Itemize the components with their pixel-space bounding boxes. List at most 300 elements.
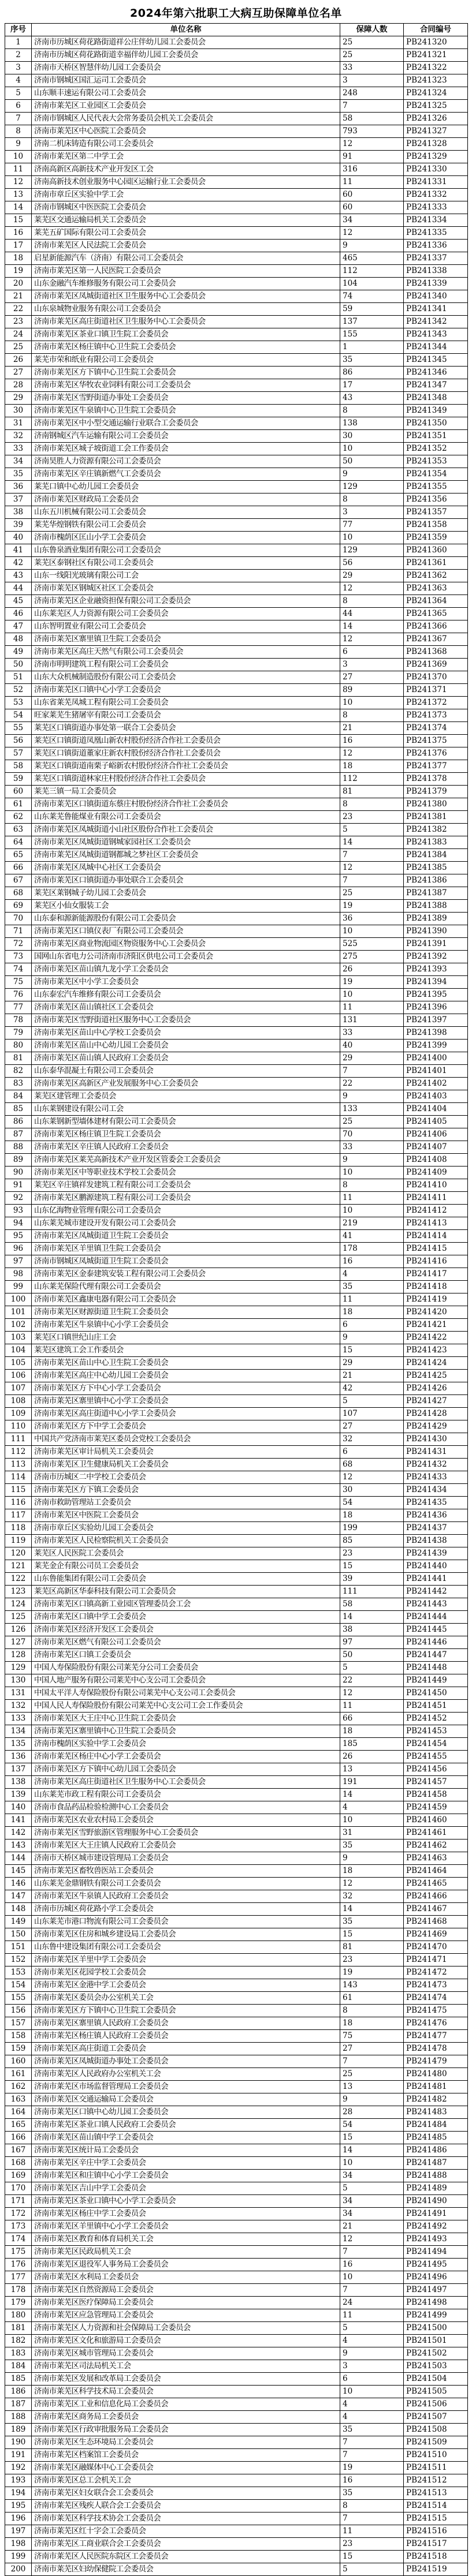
unit-name: 济南市莱芜区第一人民医院工会委员会 <box>32 265 340 278</box>
row-number: 158 <box>5 2030 32 2043</box>
row-number: 113 <box>5 1459 32 1471</box>
contract-number: PB241331 <box>404 176 468 189</box>
unit-name: 济南市莱芜区司法局机关工会 <box>32 2360 340 2373</box>
insured-count: 12 <box>340 747 404 760</box>
insured-count: 7 <box>340 874 404 887</box>
insured-count: 3 <box>340 2360 404 2373</box>
contract-number: PB241434 <box>404 1484 468 1497</box>
unit-name: 济南市莱芜区中等职业技术学校工会委员会 <box>32 1167 340 1179</box>
row-number: 153 <box>5 1966 32 1979</box>
row-number: 168 <box>5 2157 32 2170</box>
table-row <box>5 468 468 481</box>
unit-name: 济南市莱芜区雪野街道办事处工会委员会 <box>32 392 340 405</box>
contract-number: PB241454 <box>404 1738 468 1751</box>
insured-count: 34 <box>340 2208 404 2220</box>
contract-number: PB241491 <box>404 2208 468 2220</box>
insured-count: 199 <box>340 1522 404 1535</box>
row-number: 109 <box>5 1408 32 1420</box>
unit-name: 济南市莱芜区辛庄镇新燃气工会委员会 <box>32 468 340 481</box>
table-row <box>5 1992 468 2005</box>
table-row <box>5 1281 468 1293</box>
table-row <box>5 519 468 532</box>
contract-number: PB241473 <box>404 1979 468 1992</box>
row-number: 6 <box>5 100 32 113</box>
insured-count: 12 <box>340 633 404 646</box>
table-row <box>5 1319 468 1332</box>
unit-name: 启星新能源汽车（济南）有限公司工会委员会 <box>32 252 340 265</box>
row-number: 148 <box>5 1903 32 1916</box>
row-number: 191 <box>5 2449 32 2462</box>
table-row <box>5 392 468 405</box>
contract-number: PB241417 <box>404 1268 468 1281</box>
table-row <box>5 735 468 747</box>
contract-number: PB241364 <box>404 595 468 608</box>
table-row <box>5 2119 468 2132</box>
table-row <box>5 646 468 659</box>
contract-number: PB241379 <box>404 786 468 798</box>
unit-name: 山东莱芜金鼎钢铁有限公司工会委员会 <box>32 1878 340 1890</box>
row-number: 162 <box>5 2081 32 2093</box>
insured-count: 129 <box>340 544 404 557</box>
contract-number: PB241401 <box>404 1065 468 1078</box>
contract-number: PB241320 <box>404 36 468 49</box>
row-number: 152 <box>5 1954 32 1966</box>
contract-number: PB241340 <box>404 290 468 303</box>
unit-name: 济南市莱芜区人民政府办公室机关工会 <box>32 2068 340 2081</box>
insured-count: 61 <box>340 1992 404 2005</box>
contract-number: PB241411 <box>404 1192 468 1205</box>
table-row <box>5 2563 468 2576</box>
row-number: 10 <box>5 151 32 163</box>
table-row <box>5 1687 468 1700</box>
contract-number: PB241510 <box>404 2449 468 2462</box>
table-row <box>5 849 468 862</box>
unit-name: 济南市莱芜区委员会办公室机关工会 <box>32 1992 340 2005</box>
contract-number: PB241396 <box>404 1001 468 1014</box>
unit-name: 济南市莱芜区高新区产业发展服务中心工会委员会 <box>32 1078 340 1090</box>
table-row <box>5 316 468 328</box>
row-number: 44 <box>5 582 32 595</box>
unit-name: 济南市莱芜区辛庄镇人民政府工会委员会 <box>32 1141 340 1154</box>
row-number: 146 <box>5 1878 32 1890</box>
contract-number: PB241386 <box>404 874 468 887</box>
insured-count: 35 <box>340 2487 404 2500</box>
unit-name: 山东泰华混凝土有限公司工会委员会 <box>32 1065 340 1078</box>
insured-count: 9 <box>340 240 404 252</box>
row-number: 144 <box>5 1852 32 1865</box>
insured-count: 29 <box>340 1357 404 1370</box>
table-row <box>5 2043 468 2055</box>
insured-count: 6 <box>340 2373 404 2386</box>
unit-name: 济南市莱芜区行政审批服务局工会委员会 <box>32 2424 340 2436</box>
contract-number: PB241388 <box>404 900 468 913</box>
row-number: 103 <box>5 1332 32 1344</box>
insured-count: 29 <box>340 1052 404 1065</box>
row-number: 140 <box>5 1801 32 1814</box>
row-number: 55 <box>5 722 32 735</box>
table-row <box>5 1878 468 1890</box>
unit-name: 济南市莱芜区方下镇中心卫生院工会委员会 <box>32 367 340 379</box>
insured-count: 25 <box>340 887 404 900</box>
unit-name: 山东泰宏汽车维修有限公司工会委员会 <box>32 989 340 1001</box>
contract-number: PB241409 <box>404 1167 468 1179</box>
unit-name: 山东莱芜市港口物流有限公司工会委员会 <box>32 1916 340 1928</box>
unit-name: 山东一线阳光玻璃有限公司工会 <box>32 570 340 582</box>
insured-count: 7 <box>340 2246 404 2259</box>
contract-number: PB241452 <box>404 1713 468 1725</box>
unit-name: 济南市莱芜区方下中学工会委员会 <box>32 1420 340 1433</box>
table-row <box>5 2487 468 2500</box>
insured-count: 14 <box>340 1903 404 1916</box>
contract-number: PB241356 <box>404 493 468 506</box>
table-row <box>5 2208 468 2220</box>
insured-count: 24 <box>340 2297 404 2309</box>
unit-name: 莱芜区建筑工会工作委员会 <box>32 1344 340 1357</box>
contract-number: PB241420 <box>404 1306 468 1319</box>
insured-count: 15 <box>340 1344 404 1357</box>
table-row <box>5 1293 468 1306</box>
insured-count: 89 <box>340 684 404 697</box>
row-number: 92 <box>5 1192 32 1205</box>
row-number: 142 <box>5 1827 32 1840</box>
contract-number: PB241399 <box>404 1040 468 1052</box>
row-number: 74 <box>5 963 32 976</box>
unit-name: 莱芜三镇一局工会委员会 <box>32 786 340 798</box>
row-number: 121 <box>5 1560 32 1573</box>
insured-count: 74 <box>340 290 404 303</box>
insured-count: 10 <box>340 2157 404 2170</box>
table-row <box>5 1217 468 1230</box>
table-row <box>5 1522 468 1535</box>
contract-number: PB241375 <box>404 735 468 747</box>
row-number: 197 <box>5 2525 32 2538</box>
insured-count: 33 <box>340 62 404 74</box>
contract-number: PB241478 <box>404 2043 468 2055</box>
table-row <box>5 671 468 684</box>
row-number: 172 <box>5 2208 32 2220</box>
insured-count: 8 <box>340 2500 404 2513</box>
insured-count: 219 <box>340 1217 404 1230</box>
unit-name: 济南市莱芜区雪野旅游区管理服务中心工会委员会 <box>32 1827 340 1840</box>
unit-name: 济南市莱芜区口镇街道办事处联合工会委员会 <box>32 874 340 887</box>
table-row <box>5 265 468 278</box>
unit-name: 济南市莱芜区苗山镇社区工会委员会 <box>32 1001 340 1014</box>
contract-number: PB241431 <box>404 1446 468 1459</box>
table-row <box>5 709 468 722</box>
unit-name: 济南市莱芜区茶业口镇卫生院工会委员会 <box>32 328 340 341</box>
insured-count: 36 <box>340 913 404 925</box>
unit-name: 济南市莱芜区杨庄镇卫生院工会委员会 <box>32 1128 340 1141</box>
table-row <box>5 1420 468 1433</box>
unit-name: 济南市历城区二中学校工会委员会 <box>32 1471 340 1484</box>
row-number: 133 <box>5 1713 32 1725</box>
row-number: 179 <box>5 2297 32 2309</box>
insured-count: 81 <box>340 786 404 798</box>
table-row <box>5 1700 468 1713</box>
table-row <box>5 2551 468 2563</box>
row-number: 112 <box>5 1446 32 1459</box>
insured-count: 11 <box>340 2309 404 2322</box>
unit-name: 济南市莱芜区城市管理局工会委员会 <box>32 2347 340 2360</box>
contract-number: PB241469 <box>404 1928 468 1941</box>
insured-count: 4 <box>340 2411 404 2424</box>
row-number: 72 <box>5 938 32 951</box>
insured-count: 9 <box>340 1332 404 1344</box>
row-number: 194 <box>5 2487 32 2500</box>
insured-count: 26 <box>340 1751 404 1763</box>
insured-count: 12 <box>340 582 404 595</box>
contract-number: PB241361 <box>404 557 468 570</box>
unit-name: 中国人地产服务有限公司莱芜中心支公司工会委员会 <box>32 1674 340 1687</box>
row-number: 160 <box>5 2055 32 2068</box>
unit-name: 济南市莱芜区口镇中心幼儿园工会委员会 <box>32 2106 340 2119</box>
row-number: 20 <box>5 278 32 290</box>
table-row <box>5 151 468 163</box>
row-number: 124 <box>5 1598 32 1611</box>
table-row <box>5 252 468 265</box>
contract-number: PB241480 <box>404 2068 468 2081</box>
unit-name: 济南市莱芜区工商业联合会工会委员会 <box>32 2538 340 2551</box>
unit-name: 济南市莱芜区财政局工会委员会 <box>32 493 340 506</box>
contract-number: PB241392 <box>404 951 468 963</box>
insured-count: 3 <box>340 506 404 519</box>
contract-number: PB241415 <box>404 1243 468 1255</box>
row-number: 165 <box>5 2119 32 2132</box>
table-row <box>5 747 468 760</box>
row-number: 11 <box>5 163 32 176</box>
row-number: 136 <box>5 1751 32 1763</box>
unit-name: 济南市救助管理站工会委员会 <box>32 1497 340 1509</box>
insured-count: 5 <box>340 1395 404 1408</box>
insured-count: 4 <box>340 2335 404 2347</box>
table-row <box>5 1078 468 1090</box>
table-row <box>5 493 468 506</box>
table-row <box>5 1408 468 1420</box>
row-number: 170 <box>5 2182 32 2195</box>
contract-number: PB241348 <box>404 392 468 405</box>
contract-number: PB241381 <box>404 811 468 824</box>
insured-count: 8 <box>340 1179 404 1192</box>
unit-name: 济南高新技术创业服务中心园区运输行业工会委员会 <box>32 176 340 189</box>
contract-number: PB241377 <box>404 760 468 773</box>
unit-name: 济南市莱芜区商业物流园区物资服务中心工会委员会 <box>32 938 340 951</box>
contract-number: PB241493 <box>404 2233 468 2246</box>
insured-count: 10 <box>340 989 404 1001</box>
row-number: 22 <box>5 303 32 316</box>
unit-name: 济南市莱芜区档案馆工会委员会 <box>32 2449 340 2462</box>
row-number: 111 <box>5 1433 32 1446</box>
table-row <box>5 684 468 697</box>
row-number: 21 <box>5 290 32 303</box>
table-row <box>5 1852 468 1865</box>
contract-number: PB241504 <box>404 2373 468 2386</box>
unit-name: 济南二机床铸造有限公司工会委员会 <box>32 138 340 151</box>
unit-name: 济南市莱芜区羊里镇中心小学工会委员会 <box>32 2220 340 2233</box>
insured-count: 25 <box>340 49 404 62</box>
insured-count: 31 <box>340 1827 404 1840</box>
unit-name: 山东莱钢新型墙体建材有限公司工会委员会 <box>32 1116 340 1128</box>
table-row <box>5 913 468 925</box>
insured-count: 25 <box>340 1116 404 1128</box>
row-number: 176 <box>5 2259 32 2271</box>
row-number: 8 <box>5 125 32 138</box>
insured-count: 54 <box>340 1497 404 1509</box>
row-number: 68 <box>5 887 32 900</box>
insured-count: 44 <box>340 608 404 620</box>
insured-count: 111 <box>340 1586 404 1598</box>
row-number: 199 <box>5 2551 32 2563</box>
unit-name: 莱芜区口镇世纪山庄工会 <box>32 1332 340 1344</box>
contract-number: PB241343 <box>404 328 468 341</box>
contract-number: PB241418 <box>404 1281 468 1293</box>
insured-count: 12 <box>340 2233 404 2246</box>
table-row <box>5 697 468 709</box>
unit-name: 济南市莱芜区应急管理局工会委员会 <box>32 2309 340 2322</box>
insured-count: 5 <box>340 2182 404 2195</box>
row-number: 89 <box>5 1154 32 1167</box>
row-number: 83 <box>5 1078 32 1090</box>
row-number: 50 <box>5 659 32 671</box>
contract-number: PB241516 <box>404 2525 468 2538</box>
table-row <box>5 379 468 392</box>
unit-name: 济南市莱芜区大王庄中心卫生院工会委员会 <box>32 1713 340 1725</box>
contract-number: PB241326 <box>404 113 468 125</box>
contract-number: PB241459 <box>404 1801 468 1814</box>
unit-name: 济南市槐荫区匡山小学工会委员会 <box>32 532 340 544</box>
row-number: 183 <box>5 2347 32 2360</box>
unit-name: 济南市天桥区智慧伴幼儿园工会委员会 <box>32 62 340 74</box>
insured-count: 25 <box>340 2068 404 2081</box>
table-row <box>5 49 468 62</box>
insured-count: 33 <box>340 1141 404 1154</box>
insured-count: 68 <box>340 1459 404 1471</box>
table-row <box>5 1509 468 1522</box>
contract-number: PB241339 <box>404 278 468 290</box>
row-number: 93 <box>5 1205 32 1217</box>
table-row <box>5 544 468 557</box>
insured-count: 10 <box>340 1205 404 1217</box>
header-no: 序号 <box>5 24 32 36</box>
contract-number: PB241338 <box>404 265 468 278</box>
contract-number: PB241336 <box>404 240 468 252</box>
row-number: 101 <box>5 1306 32 1319</box>
contract-number: PB241482 <box>404 2093 468 2106</box>
contract-number: PB241507 <box>404 2411 468 2424</box>
row-number: 188 <box>5 2411 32 2424</box>
table-row <box>5 2093 468 2106</box>
row-number: 77 <box>5 1001 32 1014</box>
table-row <box>5 62 468 74</box>
insured-count: 129 <box>340 481 404 493</box>
unit-name: 济南市莱芜区羊里镇卫生院工会委员会 <box>32 1243 340 1255</box>
table-row <box>5 608 468 620</box>
contract-number: PB241410 <box>404 1179 468 1192</box>
insured-count: 97 <box>340 1636 404 1649</box>
row-number: 185 <box>5 2373 32 2386</box>
unit-name: 济南市莱芜区自然资源局工会委员会 <box>32 2284 340 2297</box>
contract-number: PB241489 <box>404 2182 468 2195</box>
contract-number: PB241506 <box>404 2398 468 2411</box>
row-number: 19 <box>5 265 32 278</box>
contract-number: PB241362 <box>404 570 468 582</box>
table-row <box>5 1763 468 1776</box>
row-number: 71 <box>5 925 32 938</box>
insured-count: 34 <box>340 2195 404 2208</box>
contract-number: PB241389 <box>404 913 468 925</box>
contract-number: PB241498 <box>404 2297 468 2309</box>
row-number: 60 <box>5 786 32 798</box>
table-row <box>5 1586 468 1598</box>
unit-name: 济南市莱芜区文化和旅游局工会委员会 <box>32 2335 340 2347</box>
table-row <box>5 1014 468 1027</box>
insured-count: 155 <box>340 328 404 341</box>
row-number: 129 <box>5 1662 32 1674</box>
insured-count: 11 <box>340 176 404 189</box>
row-number: 157 <box>5 2017 32 2030</box>
contract-number: PB241353 <box>404 455 468 468</box>
row-number: 181 <box>5 2322 32 2335</box>
table-row <box>5 532 468 544</box>
table-row <box>5 2360 468 2373</box>
row-number: 88 <box>5 1141 32 1154</box>
row-number: 118 <box>5 1522 32 1535</box>
row-number: 147 <box>5 1890 32 1903</box>
table-row <box>5 1446 468 1459</box>
unit-name: 济南市莱芜区高庄街道工会委员会 <box>32 2043 340 2055</box>
insured-count: 138 <box>340 417 404 430</box>
contract-number: PB241463 <box>404 1852 468 1865</box>
unit-name: 济南市莱芜区苗山中心学校工会委员会 <box>32 1027 340 1040</box>
row-number: 34 <box>5 455 32 468</box>
row-number: 164 <box>5 2106 32 2119</box>
insured-count: 35 <box>340 1281 404 1293</box>
unit-name: 山东鲁中建设集团有限公司工会委员会 <box>32 1941 340 1954</box>
unit-name: 莱芜口镇中心幼儿园工会委员会 <box>32 481 340 493</box>
row-number: 85 <box>5 1103 32 1116</box>
insured-count: 12 <box>340 1471 404 1484</box>
insured-count: 39 <box>340 1573 404 1586</box>
row-number: 63 <box>5 824 32 836</box>
row-number: 51 <box>5 671 32 684</box>
unit-name: 济南市莱芜区大王庄镇人民政府工会委员会 <box>32 1840 340 1852</box>
insured-count: 60 <box>340 189 404 201</box>
table-row <box>5 2525 468 2538</box>
row-number: 117 <box>5 1509 32 1522</box>
insured-count: 32 <box>340 1890 404 1903</box>
contract-number: PB241352 <box>404 443 468 455</box>
contract-number: PB241471 <box>404 1954 468 1966</box>
insured-count: 10 <box>340 2386 404 2398</box>
table-row <box>5 189 468 201</box>
table-row <box>5 659 468 671</box>
unit-name: 济南市莱芜区科学技术局工会委员会 <box>32 2386 340 2398</box>
table-row <box>5 836 468 849</box>
insured-count: 34 <box>340 2170 404 2182</box>
insured-count: 7 <box>340 2055 404 2068</box>
contract-number: PB241435 <box>404 1497 468 1509</box>
unit-name: 济南市莱芜区苗山中心幼儿园工会委员会 <box>32 1040 340 1052</box>
insured-count: 8 <box>340 2005 404 2017</box>
unit-name: 济南市莱芜区红十字会工会委员会 <box>32 2525 340 2538</box>
contract-number: PB241382 <box>404 824 468 836</box>
unit-name: 莱芜金企有限公司员工会委员会 <box>32 1560 340 1573</box>
contract-number: PB241476 <box>404 2017 468 2030</box>
insured-count: 112 <box>340 773 404 786</box>
contract-number: PB241370 <box>404 671 468 684</box>
table-row <box>5 36 468 49</box>
contract-number: PB241503 <box>404 2360 468 2373</box>
contract-number: PB241515 <box>404 2513 468 2525</box>
